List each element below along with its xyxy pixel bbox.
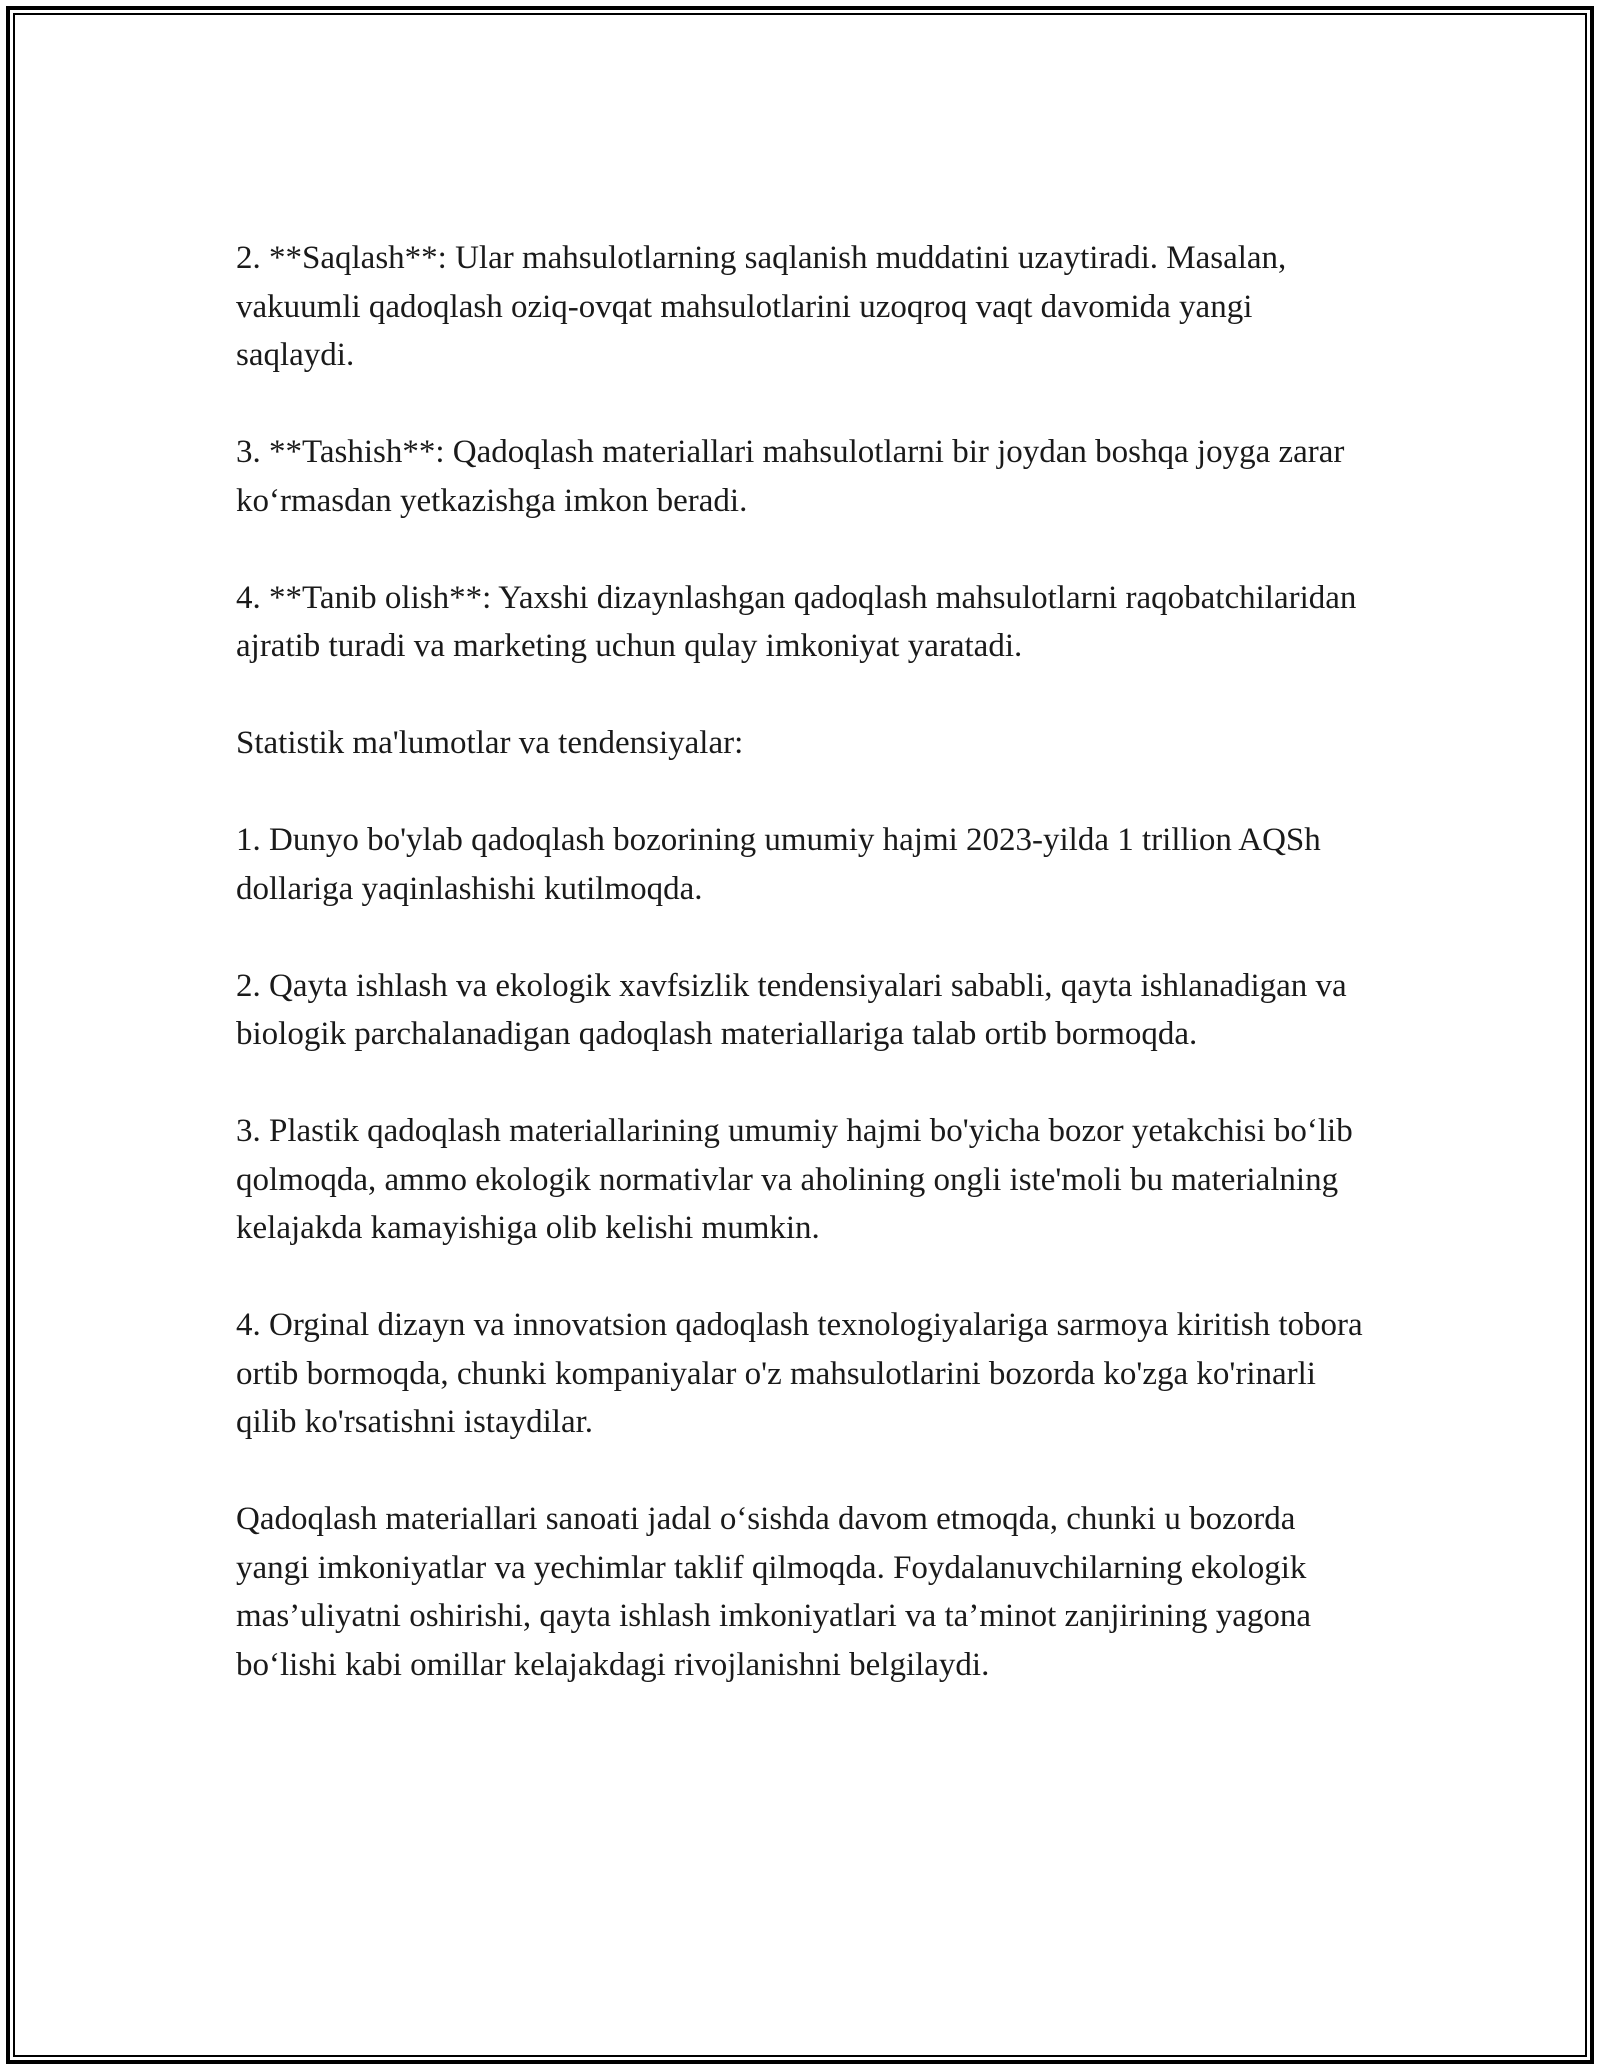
paragraph-innovation-trend: 4. Orginal dizayn va innovatsion qadoqlash texnologiyalariga sarmoya kiritish tobora ortib bormoqda, chunki kompaniyalar o'z mahsulotlarini bozorda ko'zga ko'rinarli qilib ko'rsatishni istaydilar. [236, 1307, 1363, 1440]
paragraph-storage: 2. **Saqlash**: Ular mahsulotlarning saqlanish muddatini uzaytiradi. Masalan, vakuumli qadoqlash oziq-ovqat mahsulotlarini uzoqroq vaqt davomida yangi saqlaydi. [236, 240, 1287, 373]
paragraph-market-size: 1. Dunyo bo'ylab qadoqlash bozorining umumiy hajmi 2023-yilda 1 trillion AQSh dollariga yaqinlashishi kutilmoqda. [236, 822, 1321, 907]
paragraph-recognition: 4. **Tanib olish**: Yaxshi dizaynlashgan qadoqlash mahsulotlarni raqobatchilaridan ajratib turadi va marketing uchun qulay imkoniyat yaratadi. [236, 579, 1357, 664]
paragraph-transport: 3. **Tashish**: Qadoqlash materiallari mahsulotlarni bir joydan boshqa joyga zarar koʻrmasdan yetkazishga imkon beradi. [236, 434, 1345, 519]
document-body [236, 234, 1366, 1738]
paragraph-plastic-trend: 3. Plastik qadoqlash materiallarining umumiy hajmi bo'yicha bozor yetakchisi boʻlib qolmoqda, ammo ekologik normativlar va aholining ongli iste'moli bu materialning kelajakda kamayishiga olib kelishi mumkin. [236, 1113, 1353, 1246]
paragraph-conclusion: Qadoqlash materiallari sanoati jadal oʻsishda davom etmoqda, chunki u bozorda yangi imkoniyatlar va yechimlar taklif qilmoqda. Foydalanuvchilarning ekologik mas’uliyatni oshirishi, qayta ishlash imkoniyatlari va ta’minot zanjirining yagona boʻlishi kabi omillar kelajakdagi rivojlanishni belgilaydi. [236, 1501, 1312, 1683]
paragraph-recycling-trend: 2. Qayta ishlash va ekologik xavfsizlik tendensiyalari sababli, qayta ishlanadigan va biologik parchalanadigan qadoqlash materiallariga talab ortib bormoqda. [236, 967, 1347, 1052]
section-heading-statistics: Statistik ma'lumotlar va tendensiyalar: [236, 725, 744, 761]
